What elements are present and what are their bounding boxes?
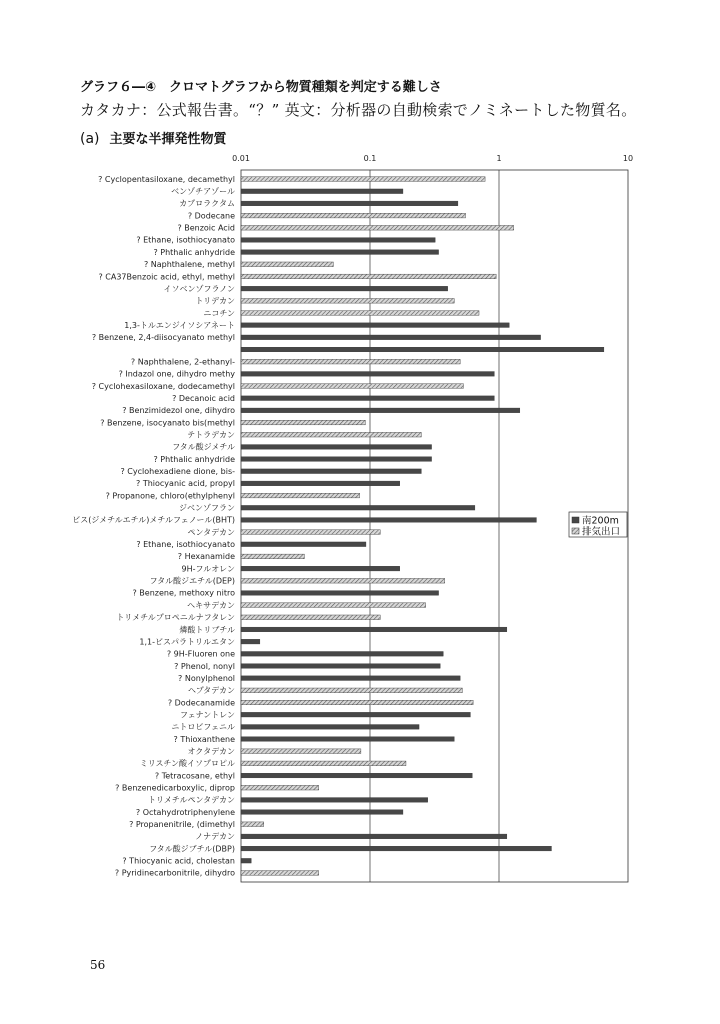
category-label: ? Phenol, nonyl	[174, 661, 235, 671]
bar-solid	[241, 469, 421, 474]
bar-solid	[241, 737, 454, 742]
category-label: ? Ethane, isothiocyanato	[136, 540, 235, 550]
category-label: ? Naphthalene, methyl	[143, 260, 235, 270]
bar-hatched	[241, 384, 463, 389]
category-label: オクタデカン	[187, 746, 235, 756]
bar-solid	[241, 725, 419, 730]
bar-solid	[241, 335, 541, 340]
category-label: ? Ethane, isothiocyanato	[136, 235, 235, 245]
category-label: ? Thioxanthene	[173, 734, 235, 744]
category-label: ? Cyclopentasiloxane, decamethyl	[98, 174, 235, 184]
bar-hatched	[241, 603, 426, 608]
bar-hatched	[241, 700, 473, 705]
bar-hatched	[241, 493, 360, 498]
category-label: ? Tetracosane, ethyl	[154, 771, 235, 781]
bar-solid	[241, 481, 400, 486]
category-label: フタル酸ジエチル(DEP)	[149, 576, 235, 586]
category-label: ジベンゾフラン	[179, 503, 235, 513]
category-label: ? Benzene, isocyanato bis(methyl	[100, 418, 235, 428]
category-label: ? Phthalic anhydride	[153, 247, 235, 257]
category-label: テトラデカン	[187, 430, 235, 440]
bar-solid	[241, 408, 520, 413]
bar-solid	[241, 542, 366, 547]
category-label: ? Indazol one, dihydro methy	[118, 369, 235, 379]
panel-title: 主要な半揮発性物質	[109, 132, 227, 147]
category-label: ? Cyclohexasiloxane, dodecamethyl	[91, 381, 235, 391]
category-label: 1,1-ビスパラトリルエタン	[139, 637, 235, 647]
bar-solid	[241, 201, 458, 206]
category-label: ? Propanenitrile, (dimethyl	[129, 820, 235, 830]
category-label: ビス(ジメチルエチル)メチルフェノール(BHT)	[72, 515, 235, 525]
category-label: ? Decanoic acid	[172, 393, 235, 403]
bar-solid	[241, 664, 440, 669]
category-label: フタル酸ジメチル	[172, 442, 235, 452]
category-label: トリメチルペンタデカン	[148, 795, 235, 805]
bar-hatched	[241, 274, 496, 279]
legend-label: 排気出口	[582, 526, 621, 538]
bar-solid	[241, 457, 432, 462]
bar-solid	[241, 639, 260, 644]
category-label: ? Dodecane	[187, 211, 235, 221]
category-label: ? Nonylphenol	[178, 673, 235, 683]
category-label: ヘキサデカン	[187, 600, 235, 610]
category-label: ? CA37Benzoic acid, ethyl, methyl	[98, 272, 235, 282]
category-label: ? Thiocyanic acid, cholestan	[122, 856, 235, 866]
category-labels	[72, 175, 235, 878]
bar-solid	[241, 846, 551, 851]
x-tick-labels	[232, 154, 633, 163]
bar-solid	[241, 372, 494, 377]
bar-hatched	[241, 225, 514, 230]
bar-hatched	[241, 213, 466, 218]
bar-solid	[241, 566, 400, 571]
bar-hatched	[241, 530, 380, 535]
legend-swatch	[572, 517, 579, 523]
category-label: ノナデカン	[195, 832, 235, 842]
bar-solid	[241, 652, 443, 657]
category-label: カプロラクタム	[179, 199, 235, 209]
bar-hatched	[241, 420, 365, 425]
bar-solid	[241, 189, 403, 194]
category-label: ? 9H-Fluoren one	[166, 649, 235, 659]
category-label: ? Naphthalene, 2-ethanyl-	[130, 357, 235, 367]
bar-solid	[241, 798, 428, 803]
bar-solid	[241, 250, 439, 255]
bar-hatched	[241, 761, 406, 766]
bar-solid	[241, 286, 448, 291]
bar-solid	[241, 445, 432, 450]
bar-hatched	[241, 359, 460, 364]
bar-solid	[241, 627, 507, 632]
bar-hatched	[241, 688, 462, 693]
category-label: 9H-フルオレン	[181, 564, 235, 574]
category-label: トリメチルプロペニルナフタレン	[116, 613, 235, 623]
category-label: ? Benzoic Acid	[177, 223, 235, 233]
bar-hatched	[241, 578, 445, 583]
page-number: 56	[90, 958, 106, 972]
category-label: ? Propanone, chloro(ethylphenyl	[105, 491, 235, 501]
bar-solid	[241, 518, 536, 523]
bar-solid	[241, 810, 403, 815]
bar-hatched	[241, 432, 421, 437]
chart-subtitle: カタカナ：公式報告書。“？” 英文：分析器の自動検索でノミネートした物質名。	[80, 101, 637, 119]
bar-solid	[241, 858, 251, 863]
bar-solid	[241, 676, 460, 681]
bar-solid	[241, 347, 604, 352]
category-label: イソベンゾフラノン	[163, 284, 235, 294]
bar-hatched	[241, 871, 319, 876]
legend-label: 南200m	[582, 515, 619, 527]
bar-solid	[241, 591, 439, 596]
category-label: ? Cyclohexadiene dione, bis-	[120, 467, 235, 477]
bar-solid	[241, 834, 507, 839]
category-label: ニコチン	[203, 308, 235, 318]
category-label: ? Dodecanamide	[167, 698, 235, 708]
category-label: ベンゾチアゾール	[171, 187, 235, 197]
legend-swatch	[572, 528, 579, 534]
x-tick-label: 10	[622, 154, 634, 163]
legend	[569, 512, 627, 538]
category-label: ヘプタデカン	[187, 686, 235, 696]
bar-hatched	[241, 262, 333, 267]
bar-hatched	[241, 311, 479, 316]
category-label: ? Octahydrotriphenylene	[135, 807, 235, 817]
bar-solid	[241, 323, 509, 328]
category-label: ? Hexanamide	[177, 552, 235, 562]
bar-solid	[241, 505, 475, 510]
bar-hatched	[241, 554, 304, 559]
bar-solid	[241, 396, 494, 401]
panel-letter: (a)	[80, 131, 100, 147]
x-tick-label: 0.01	[232, 154, 250, 163]
category-label: ? Benzimidezol one, dihydro	[122, 406, 235, 416]
bar-hatched	[241, 177, 485, 182]
category-label: フタル酸ジブチル(DBP)	[149, 844, 235, 854]
category-label: フェナントレン	[180, 710, 235, 720]
bar-solid	[241, 712, 470, 717]
category-label: ? Benzenedicarboxylic, diprop	[115, 783, 235, 793]
category-label: 1,3-トルエンジイソシアネート	[124, 320, 235, 330]
category-label: ? Benzene, 2,4-diisocyanato methyl	[91, 333, 235, 343]
bar-solid	[241, 773, 472, 778]
bar-hatched	[241, 822, 264, 827]
x-tick-label: 1	[496, 154, 502, 163]
category-label: ミリスチン酸イソプロピル	[139, 759, 235, 769]
bar-hatched	[241, 615, 380, 620]
category-label: ? Phthalic anhydride	[153, 454, 235, 464]
category-label: 燐酸トリブチル	[179, 625, 235, 635]
category-label: ペンタデカン	[187, 527, 235, 537]
category-label: トリデカン	[195, 296, 235, 306]
category-label: ニトロビフェニル	[171, 722, 235, 732]
category-label: ? Thiocyanic acid, propyl	[136, 479, 235, 489]
category-label: ? Pyridinecarbonitrile, dihydro	[114, 868, 235, 878]
x-tick-label: 0.1	[363, 154, 377, 163]
chart-title: グラフ６―④ クロマトグラフから物質種類を判定する難しさ	[80, 80, 442, 95]
bar-solid	[241, 238, 435, 243]
category-label: ? Benzene, methoxy nitro	[132, 588, 235, 598]
bar-hatched	[241, 749, 361, 754]
bar-hatched	[241, 785, 319, 790]
bar-hatched	[241, 299, 454, 304]
chart-bars	[241, 177, 604, 875]
